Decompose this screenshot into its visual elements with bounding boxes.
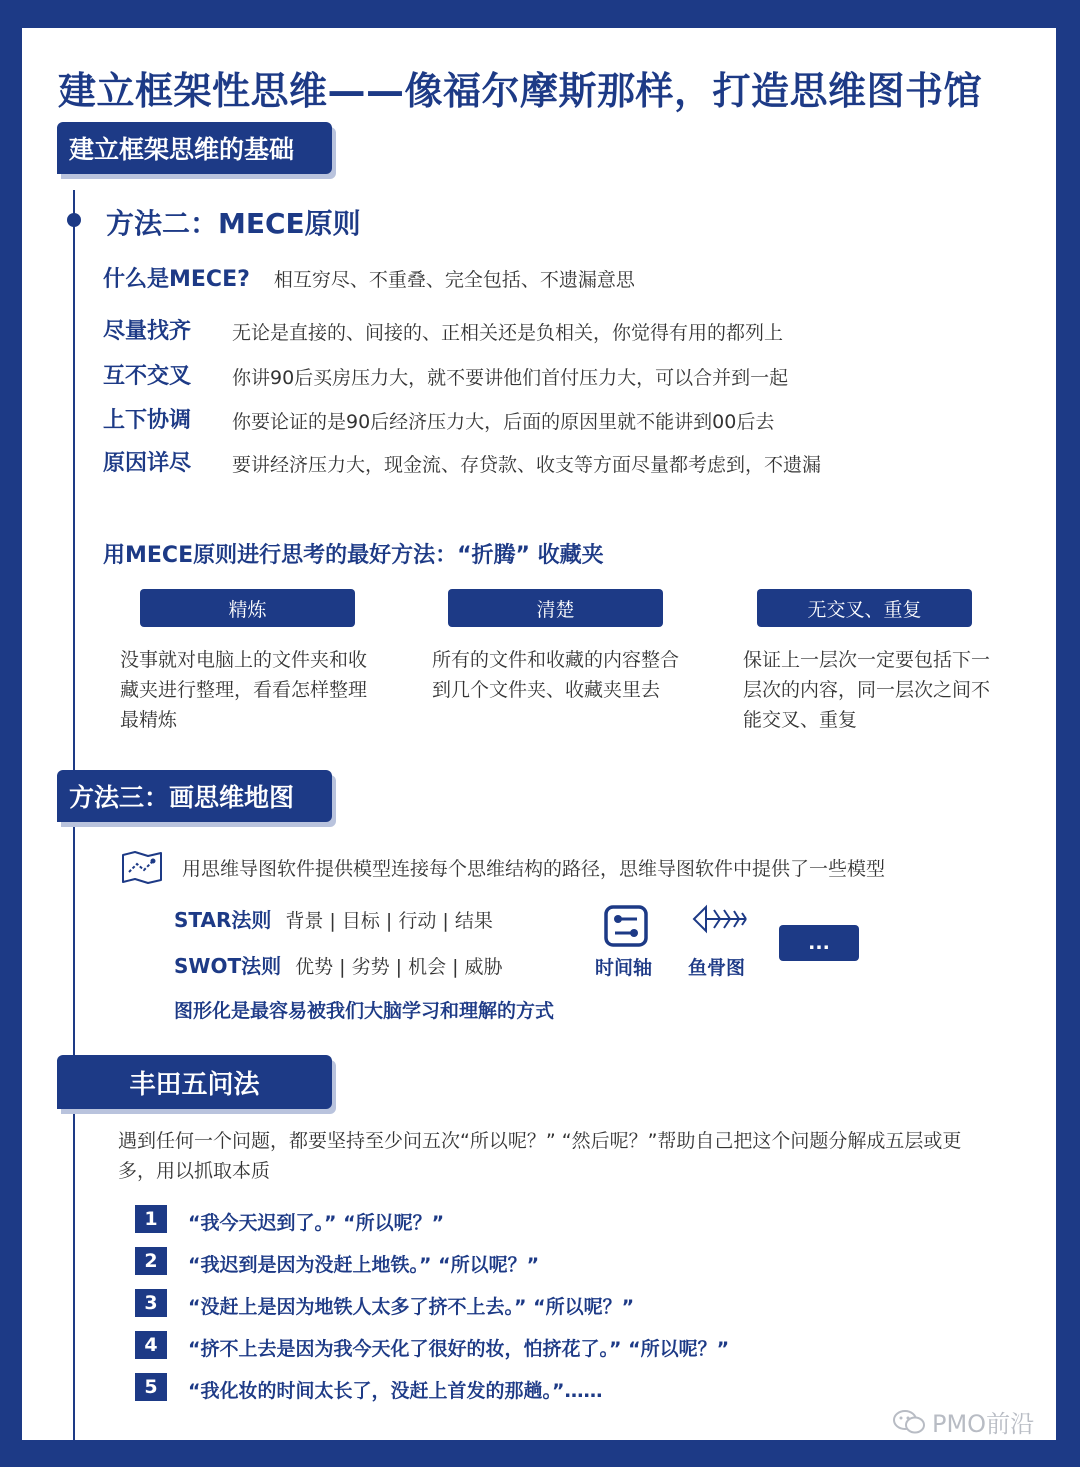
mece-question: 什么是MECE? [103,267,250,292]
mece-answer: 相互穷尽、不重叠、完全包括、不遗漏意思 [273,269,635,291]
step-text: “没赶上是因为地铁人太多了挤不上去。” “所以呢？” [188,1296,635,1318]
watermark [892,1404,1034,1439]
fishbone-icon [692,904,748,934]
pill-desc-clear: 所有的文件和收藏的内容整合到几个文件夹、收藏夹里去 [432,649,680,701]
step-number: 3 [135,1289,167,1317]
star-rule-text: 背景 | 目标 | 行动 | 结果 [285,910,493,932]
mindmap-intro: 用思维导图软件提供模型连接每个思维结构的路径，思维导图软件中提供了一些模型 [182,858,886,880]
page-title: 建立框架性思维——像福尔摩斯那样，打造思维图书馆 [58,69,983,113]
step-number: 1 [135,1205,167,1233]
rule-text: 你讲90后买房压力大，就不要讲他们首付压力大，可以合并到一起 [232,367,789,389]
swot-rule [174,950,503,979]
swot-rule-name: SWOT法则 [174,954,282,978]
mece-definition [103,262,635,293]
pill-clear: 清楚 [448,589,663,627]
watermark-text: PMO前沿 [932,1410,1035,1438]
pill-desc-no-overlap: 保证上一层次一定要包括下一层次的内容，同一层次之间不能交叉、重复 [743,649,991,731]
step-number: 4 [135,1331,167,1359]
rule-text: 无论是直接的、间接的、正相关还是负相关，你觉得有用的都列上 [232,322,784,344]
method-two-title: 方法二：MECE原则 [106,207,361,240]
rule-text: 要讲经济压力大，现金流、存贷款、收支等方面尽量都考虑到，不遗漏 [232,454,822,476]
timeline-icon [604,905,648,947]
pill-no-overlap: 无交叉、重复 [757,589,972,627]
star-rule-name: STAR法则 [174,908,272,932]
rule-label: 尽量找齐 [103,319,192,344]
star-rule [174,904,493,933]
step-text: “我今天迟到了。” “所以呢？” [188,1212,445,1234]
pill-refine: 精炼 [140,589,355,627]
wechat-icon [892,1409,926,1435]
step-text: “我迟到是因为没赶上地铁。” “所以呢？” [188,1254,540,1276]
pill-desc-refine: 没事就对电脑上的文件夹和收藏夹进行整理，看看怎样整理最精炼 [120,649,368,731]
section-tab-five-whys: 丰田五问法 [57,1055,332,1109]
step-number: 5 [135,1373,167,1401]
step-number: 2 [135,1247,167,1275]
section-tab-mindmap: 方法三：画思维地图 [57,770,332,822]
five-whys-intro: 遇到任何一个问题，都要坚持至少问五次“所以呢？” “然后呢？”帮助自己把这个问题分解成五层或更多，用以抓取本质 [118,1130,962,1182]
rule-text: 你要论证的是90后经济压力大，后面的原因里就不能讲到00后去 [232,411,775,433]
timeline-label: 时间轴 [595,957,653,979]
rule-label: 互不交叉 [103,364,192,389]
section-tab-basics: 建立框架思维的基础 [57,122,332,174]
timeline-dot [67,213,81,227]
step-text: “挤不上去是因为我今天化了很好的妆，怕挤花了。” “所以呢？” [188,1338,730,1360]
rule-label: 原因详尽 [103,451,192,476]
rule-label: 上下协调 [103,408,192,433]
graphic-note: 图形化是最容易被我们大脑学习和理解的方式 [174,1000,555,1022]
map-icon [121,850,163,884]
step-text: “我化妆的时间太长了，没赶上首发的那趟。”…… [188,1380,603,1402]
best-method-heading: 用MECE原则进行思考的最好方法：“折腾” 收藏夹 [103,543,604,568]
fishbone-label: 鱼骨图 [688,957,746,979]
more-models-button: ... [779,925,859,961]
timeline-line [73,190,75,1467]
swot-rule-text: 优势 | 劣势 | 机会 | 威胁 [295,956,503,978]
